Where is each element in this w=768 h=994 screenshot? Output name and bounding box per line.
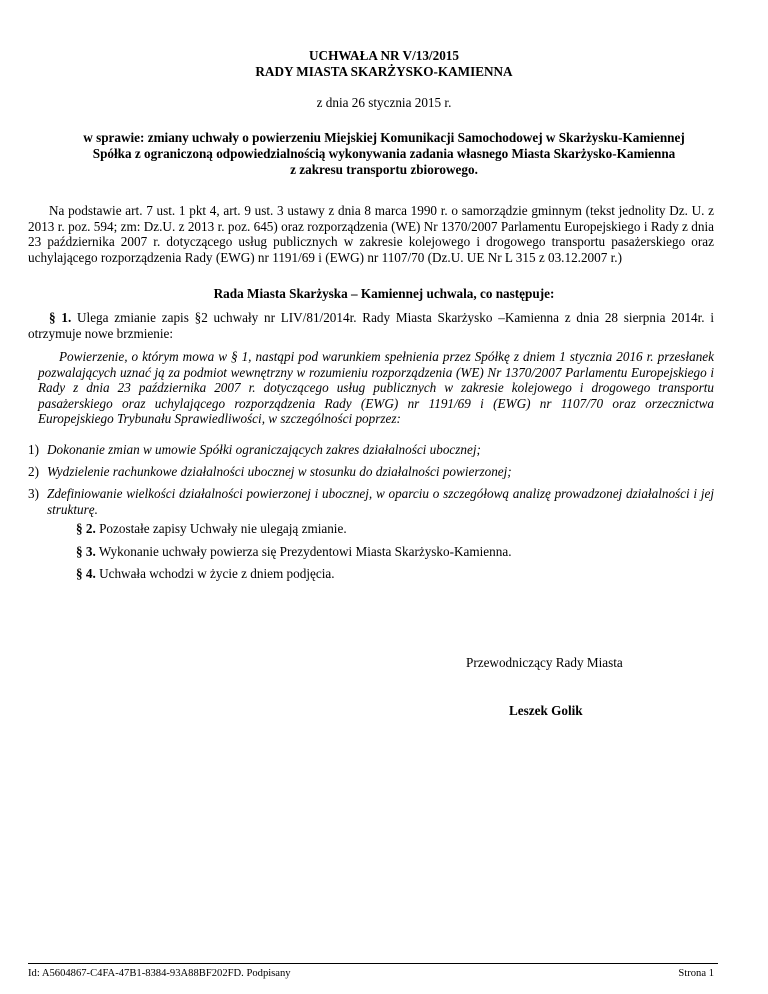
legal-basis: Na podstawie art. 7 ust. 1 pkt 4, art. 9 ust. 3 ustawy z dnia 8 marca 1990 r. o samorządzie gminnym (tekst jednolity Dz. U. z 2013 r. poz. 594; zm: Dz.U. z 2013 r. poz. 645) oraz rozporządzenia (WE) Nr 1370/2007 Parlamentu Europejskiego i Rady z dnia 23 października 2007 r. dotyczącego usług publicznych w zakresie kolejowego i drogowego transportu pasażerskiego oraz uchylającego rozporządzenia Rady (EWG) nr 1191/69 i (EWG) nr 1107/70 (Dz.U. UE Nr L 315 z 03.12.2007 r.) bbox=[28, 203, 714, 265]
subject-line-3: z zakresu transportu zbiorowego. bbox=[290, 162, 478, 177]
signatory-name: Leszek Golik bbox=[509, 703, 583, 718]
paragraph-4-label: § 4. bbox=[76, 566, 96, 581]
paragraph-3 bbox=[76, 544, 512, 560]
signatory-role: Przewodniczący Rady Miasta bbox=[466, 655, 623, 670]
paragraph-4 bbox=[76, 566, 335, 582]
quoted-provision: Powierzenie, o którym mowa w § 1, nastąpi pod warunkiem spełnienia przez Spółkę z dniem 1 stycznia 2016 r. przesłanek pozwalających uznać ją za podmiot wewnętrzny w rozumieniu rozporządzenia (WE) Nr 1370/2007 Parlamentu Europejskiego i Rady z dnia 23 października 2007 r. dotyczącego usług publicznych w zakresie kolejowego i drogowego transportu pasażerskiego oraz uchylającego rozporządzenia Rady (EWG) nr 1191/69 i (EWG) nr 1107/70 oraz orzecznictwa Europejskiego Trybunału Sprawiedliwości, w szczególności poprzez: bbox=[38, 349, 714, 427]
list-item-number: 3) bbox=[28, 486, 39, 501]
list-item-text: Dokonanie zmian w umowie Spółki ograniczających zakres działalności ubocznej; bbox=[47, 442, 481, 457]
paragraph-1-label: § 1. bbox=[49, 310, 72, 325]
paragraph-2 bbox=[76, 521, 347, 537]
paragraph-2-label: § 2. bbox=[76, 521, 96, 536]
paragraph-2-text: Pozostałe zapisy Uchwały nie ulegają zmianie. bbox=[99, 521, 347, 536]
paragraph-3-text: Wykonanie uchwały powierza się Prezydentowi Miasta Skarżysko-Kamienna. bbox=[98, 544, 512, 559]
list-item bbox=[28, 486, 714, 517]
resolution-title: UCHWAŁA NR V/13/2015 bbox=[309, 48, 459, 63]
subject-line-2: Spółka z ograniczoną odpowiedzialnością wykonywania zadania własnego Miasta Skarżysko-Kamienna bbox=[92, 146, 676, 161]
council-name: RADY MIASTA SKARŻYSKO-KAMIENNA bbox=[255, 64, 513, 79]
document-id: Id: A5604867-C4FA-47B1-8384-93A88BF202FD. Podpisany bbox=[28, 968, 291, 979]
paragraph-3-label: § 3. bbox=[76, 544, 96, 559]
resolution-date: z dnia 26 stycznia 2015 r. bbox=[316, 95, 452, 110]
paragraph-4-text: Uchwała wchodzi w życie z dniem podjęcia. bbox=[99, 566, 335, 581]
list-item-text: Wydzielenie rachunkowe działalności ubocznej w stosunku do działalności powierzonej; bbox=[47, 464, 512, 479]
page-number: Strona 1 bbox=[678, 968, 714, 979]
paragraph-1 bbox=[28, 310, 714, 341]
list-item-text: Zdefiniowanie wielkości działalności powierzonej i ubocznej, w oparciu o szczegółową analizę prowadzonej działalności i jej strukturę. bbox=[47, 486, 714, 517]
subject-line-1: w sprawie: zmiany uchwały o powierzeniu Miejskiej Komunikacji Samochodowej w Skarżysku-Kamiennej bbox=[83, 130, 685, 145]
list-item-number: 1) bbox=[28, 442, 39, 457]
list-item-number: 2) bbox=[28, 464, 39, 479]
paragraph-1-text: Ulega zmianie zapis §2 uchwały nr LIV/81/2014r. Rady Miasta Skarżysko –Kamienna z dnia 28 sierpnia 2014r. i otrzymuje nowe brzmienie: bbox=[28, 310, 715, 341]
list-item bbox=[28, 442, 714, 458]
footer-divider bbox=[28, 963, 718, 964]
list-item bbox=[28, 464, 714, 480]
resolution-intro: Rada Miasta Skarżyska – Kamiennej uchwala, co następuje: bbox=[213, 286, 555, 301]
